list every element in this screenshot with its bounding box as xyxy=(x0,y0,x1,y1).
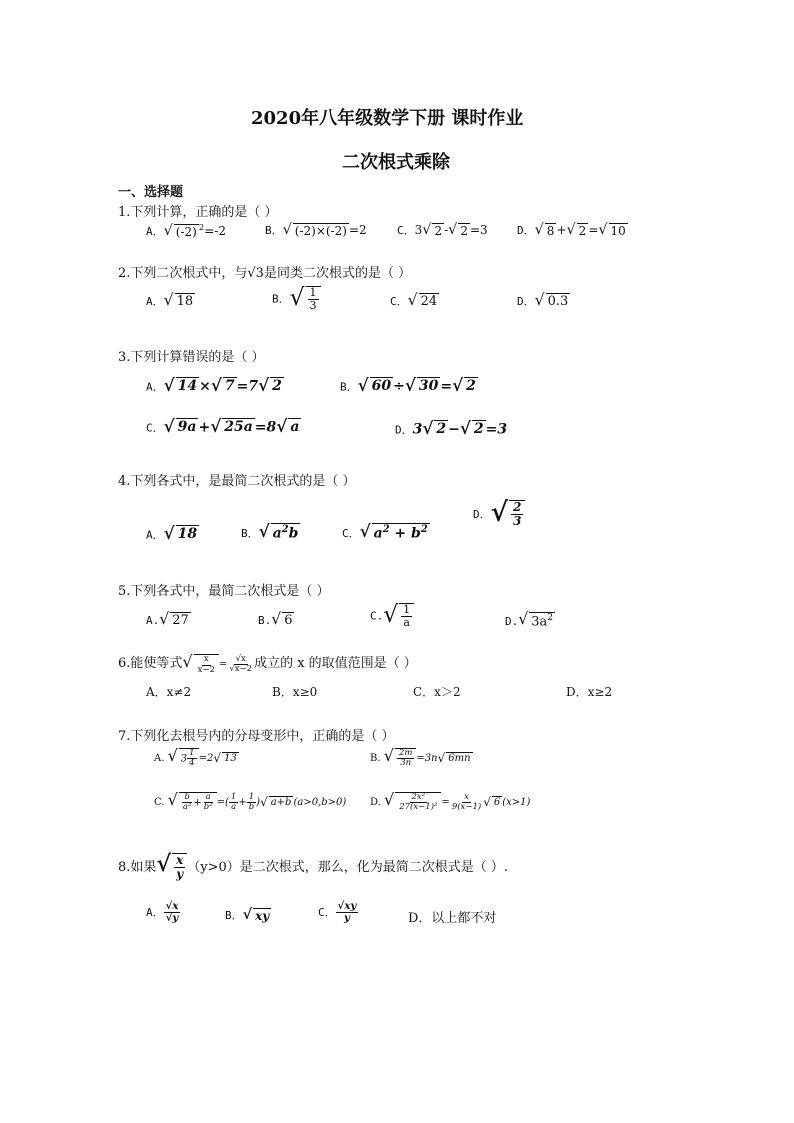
q7-option-b: B. √ $\frac{2m}{3n}$ =3n √ 6mn xyxy=(370,746,471,769)
q3-option-a: A． √ 14 × √ 7 =7 √ 2 xyxy=(146,375,282,395)
q6-option-b: B．x≥0 xyxy=(272,685,318,699)
q8-inline-radical: √ $\frac{x}{y}$ xyxy=(156,859,187,875)
q1-option-d: D． √ 8 + √ 2 = √ 10 xyxy=(517,221,626,238)
q6-option-a: A．x≠2 xyxy=(146,685,192,699)
q4-option-d: D． √ $\frac{2}{3}$ xyxy=(473,500,525,528)
q1-option-b: B． √ (-2)×(-2) =2 xyxy=(265,221,367,238)
q7-option-d: D. √ $\frac{\text{2x²}}{\text{27(x−1)²}}$ = $\frac{x}{9(x-1)}$ √ 6 (x>1) xyxy=(370,790,531,813)
q8-option-d: D．以上都不对 xyxy=(408,911,497,926)
question-3-stem: 3.下列计算错误的是（ ） xyxy=(118,350,265,365)
q6-inline-equation: √ $\frac{x}{x-2}$ = $\frac{√x}{√x-2}$ xyxy=(182,652,253,675)
q3-option-d: D．3 √ 2 − √ 2 =3 xyxy=(395,418,508,438)
q6-option-d: D．x≥2 xyxy=(566,685,613,699)
question-5-stem: 5.下列各式中，最简二次根式是（ ） xyxy=(118,584,330,599)
q8-option-c: C． $\frac{√xy}{y}$ xyxy=(318,900,357,925)
question-8-stem xyxy=(118,853,508,881)
q8-option-a: A． $\frac{√x}{√y}$ xyxy=(146,900,179,925)
question-1-stem: 1.下列计算，正确的是（ ） xyxy=(118,205,278,220)
q2-option-c: C． √ 24 xyxy=(390,291,438,309)
q4-option-a: A． √ 18 xyxy=(146,523,198,543)
q1-option-a: A． √ (-2) $^2$=-2 xyxy=(146,222,226,239)
q3-option-b: B． √ 60 ÷ √ 30 = √ 2 xyxy=(340,375,476,395)
question-6-stem xyxy=(118,652,417,675)
q6-stem-before: 6.能使等式 xyxy=(118,656,183,671)
q5-option-b: B. √ 6 xyxy=(258,610,293,628)
question-7-stem: 7.下列化去根号内的分母变形中，正确的是（ ） xyxy=(118,729,395,744)
q6-option-c: C．x＞2 xyxy=(413,685,461,699)
q8-option-b: B． √ xy xyxy=(225,905,270,923)
q2-option-d: D． √ 0.3 xyxy=(517,291,569,309)
q2-option-b: B． √ $\frac{1}{3}$ xyxy=(272,286,321,312)
q8-stem-before: 8.如果 xyxy=(118,860,157,876)
question-4-stem: 4.下列各式中，是最简二次根式的是（ ） xyxy=(118,474,356,489)
page-title: 2020年八年级数学下册 课时作业 xyxy=(251,108,524,129)
section-heading: 一、选择题 xyxy=(118,185,184,200)
q3-option-c: C． √ 9a + √ 25a =8 √ a xyxy=(146,416,300,436)
q8-stem-after: （y>0）是二次根式，那么，化为最简二次根式是（ ）. xyxy=(187,860,508,876)
q4-option-c: C． √ $a^2 + b^2$ xyxy=(342,521,428,542)
page-subtitle: 二次根式乘除 xyxy=(342,152,450,173)
question-2-stem: 2.下列二次根式中，与√3是同类二次根式的是（ ） xyxy=(118,266,412,281)
q7-option-a: A. √ 3 $\frac{1}{4}$ =2 √ 13 xyxy=(154,746,237,769)
q2-option-a: A． √ 18 xyxy=(146,291,194,309)
q5-option-c: C. √ $\frac{1}{a}$ xyxy=(370,603,414,629)
q5-option-a: A. √ 27 xyxy=(146,610,189,628)
q1-option-c: C．3 √ 2 - √ 2 =3 xyxy=(397,221,488,238)
q4-option-b: B． √ $a^2b$ xyxy=(241,521,299,542)
q5-option-d: D. √ $3a^2$ xyxy=(505,610,554,630)
q7-option-c: C. √ $\frac{b}{\text{a²}}$ + $\frac{a}{\text{b²}}$ =( $\frac{1}{a}$ + $\frac{1}{b}$ ) √ a+b (a>0,b>0) xyxy=(154,790,347,813)
q6-stem-after: 成立的 x 的取值范围是（ ） xyxy=(254,656,417,671)
